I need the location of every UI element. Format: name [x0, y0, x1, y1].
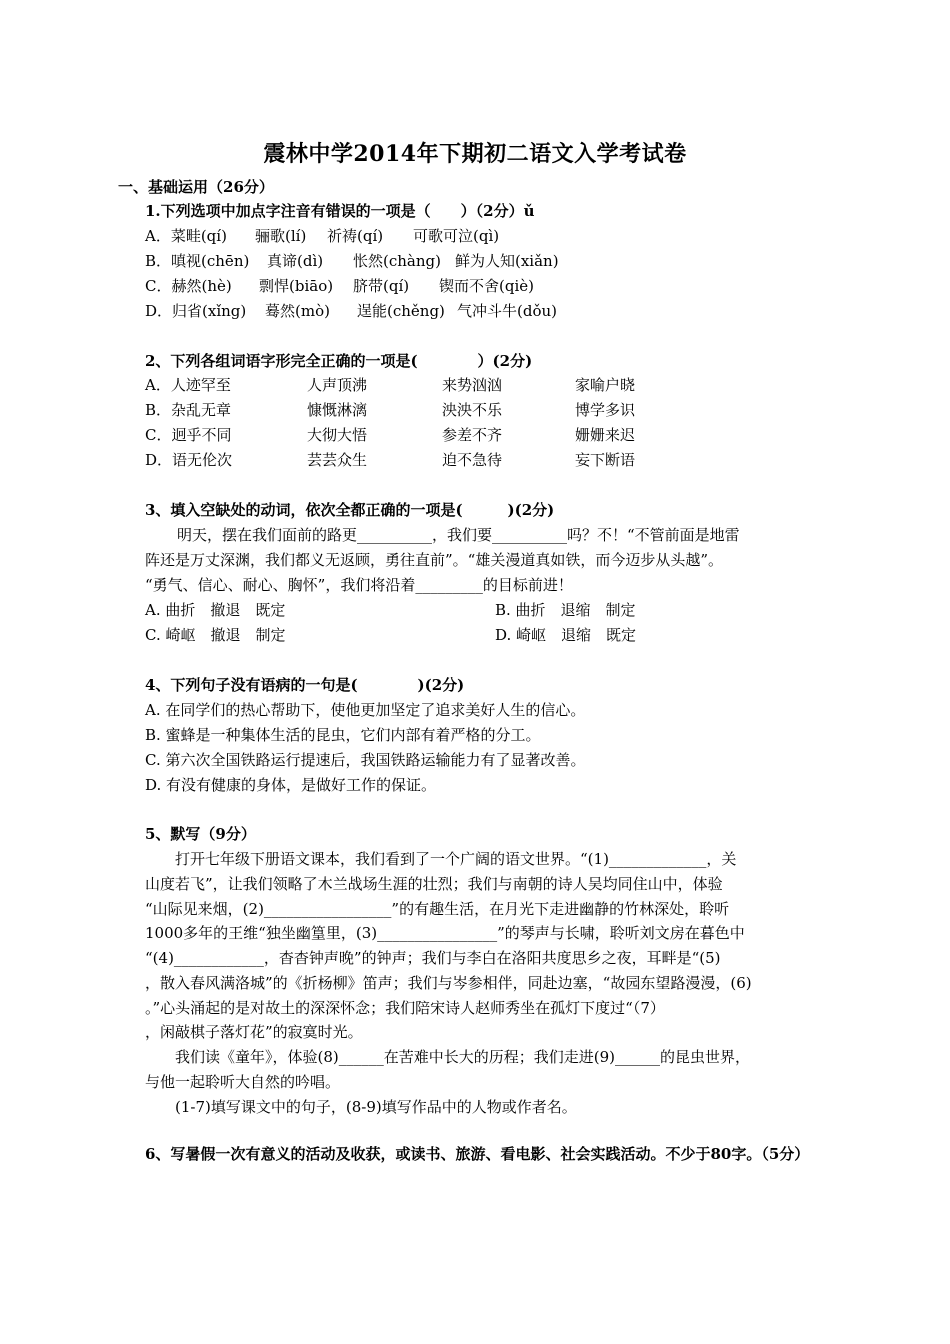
- q4-stem: 4、下列句子没有语病的一句是( )(2分): [145, 676, 465, 694]
- q4-option-c: C. 第六次全国铁路运行提速后，我国铁路运输能力有了显著改善。: [145, 751, 586, 769]
- section-heading: 一、基础运用（26分）: [118, 178, 274, 196]
- q3-passage-line: “勇气、信心、耐心、胸怀”，我们将沿着_________的目标前进！: [145, 576, 573, 594]
- q6-stem: 6、写暑假一次有意义的活动及收获，或读书、旅游、看电影、社会实践活动。不少于80字。（5分）: [145, 1145, 810, 1163]
- q4-option-d: D. 有没有健康的身体，是做好工作的保证。: [145, 776, 437, 794]
- q5-line: ，闲敲棋子落灯花”的寂寞时光。: [145, 1023, 363, 1041]
- exam-title: 震林中学2014年下期初二语文入学考试卷: [263, 141, 687, 167]
- q3-option-d: D. 崎岖 退缩 既定: [495, 626, 637, 644]
- q5-stem: 5、默写（9分）: [145, 825, 256, 843]
- q3-option-b: B. 曲折 退缩 制定: [495, 601, 636, 619]
- q3-passage-line: 阵还是万丈深渊，我们都义无返顾，勇往直前”。“雄关漫道真如铁，而今迈步从头越”。: [145, 551, 724, 569]
- q5-line: 山度若飞”，让我们领略了木兰战场生涯的壮烈；我们与南朝的诗人吴均同住山中，体验: [145, 875, 723, 893]
- q4-option-a: A. 在同学们的热心帮助下，使他更加坚定了追求美好人生的信心。: [145, 701, 586, 719]
- q5-line: “(4)____________，杳杳钟声晚”的钟声；我们与李白在洛阳共度思乡之夜，耳畔是“(5): [145, 949, 721, 967]
- q3-option-c: C. 崎岖 撤退 制定: [145, 626, 286, 644]
- q5-instruction: (1-7)填写课文中的句子，(8-9)填写作品中的人物或作者名。: [145, 1098, 577, 1116]
- q3-stem: 3、填入空缺处的动词，依次全都正确的一项是( )(2分): [145, 501, 555, 519]
- q3-option-a: A. 曲折 撤退 既定: [145, 601, 286, 619]
- q2-stem: 2、下列各组词语字形完全正确的一项是( ）(2分): [145, 352, 533, 370]
- exam-page: 震林中学2014年下期初二语文入学考试卷 一、基础运用（26分） 1.下列选项中加点字注音有错误的一项是（ ）（2分）ǔ A．菜畦(qí) 骊歌(lí) 祈祷(qí) 可歌可泣(qì) B．嗔视(chēn) 真谛(dì) 怅然(chàng) 鲜为人知(xiǎn) C．赫然(hè) 剽悍(biāo) 脐带(qí) 锲而不舍(qiè) D．归省(xǐng) 蓦然(mò) 逞能(chěng) 气冲斗牛(dǒu) 2、下列各组词语字形完全正确的一项是( ）(2分) A．人迹罕至 人声顶沸 来势汹汹 家喻户晓 B．杂乱无章 慷慨淋漓 泱泱不乐 博学多识 C．迥乎不同 大彻大悟 参差不齐 姗姗来迟 D．语无伦次 芸芸众生 迫不急待 妄下断语 3、填入空缺处的动词，依次全都正确的一项是( )(2分) 明天，摆在我们面前的路更__________，我们要__________吗？不！“不管前面是地雷 阵还是万丈深渊，我们都义无返顾，勇往直前”。“雄关漫道真如铁，而今迈步从头越”。 “勇气、信心、耐心、胸怀”，我们将沿着_________的目标前进！ A. 曲折 撤退 既定 B. 曲折 退缩 制定 C. 崎岖 撤退 制定 D. 崎岖 退缩 既定 4、下列句子没有语病的一句是( )(2分) A. 在同学们的热心帮助下，使他更加坚定了追求美好人生的信心。 B. 蜜蜂是一种集体生活的昆虫，它们内部有着严格的分工。 C. 第六次全国铁路运行提速后，我国铁路运输能力有了显著改善。 D. 有没有健康的身体，是做好工作的保证。 5、默写（9分） 打开七年级下册语文课本，我们看到了一个广阔的语文世界。“(1)_____________，关 山度若飞”，让我们领略了木兰战场生涯的壮烈；我们与南朝的诗人吴均同住山中，体验 “山际见来烟，(2)_________________”的有趣生活，在月光下走进幽静的竹林深处，聆听 1000多年的王维“独坐幽篁里，(3)________________”的琴声与长啸，聆听刘文房在暮色中 “(4)____________，杳杳钟声晚”的钟声；我们与李白在洛阳共度思乡之夜，耳畔是“(5) ，散入春风满洛城”的《折杨柳》笛声；我们与岑参相伴，同赴边塞，“故园东望路漫漫，(6) 。”心头涌起的是对故土的深深怀念；我们陪宋诗人赵师秀坐在孤灯下度过“（7） ，闲敲棋子落灯花”的寂寞时光。 我们读《童年》，体验(8)______在苦难中长大的历程；我们走进(9)______的昆虫世界， 与他一起聆听大自然的吟唱。 (1-7)填写课文中的句子，(8-9)填写作品中的人物或作者名。 6、写暑假一次有意义的活动及收获，或读书、旅游、看电影、社会实践活动。不少于80字。（5分）: [0, 0, 950, 1344]
- q1-stem: 1.下列选项中加点字注音有错误的一项是（ ）（2分）ǔ: [145, 202, 535, 220]
- q5-line: “山际见来烟，(2)_________________”的有趣生活，在月光下走进幽静的竹林深处，聆听: [145, 900, 730, 918]
- q5-line: 与他一起聆听大自然的吟唱。: [145, 1073, 341, 1091]
- q3-passage-line: 明天，摆在我们面前的路更__________，我们要__________吗？不！“不管前面是地雷: [177, 526, 740, 544]
- q5-line: ，散入春风满洛城”的《折杨柳》笛声；我们与岑参相伴，同赴边塞，“故园东望路漫漫，(6): [145, 974, 752, 992]
- q5-line: 我们读《童年》，体验(8)______在苦难中长大的历程；我们走进(9)______的昆虫世界，: [145, 1048, 750, 1066]
- q5-line: 1000多年的王维“独坐幽篁里，(3)________________”的琴声与长啸，聆听刘文房在暮色中: [145, 924, 745, 942]
- q5-line: 。”心头涌起的是对故土的深深怀念；我们陪宋诗人赵师秀坐在孤灯下度过“（7）: [145, 999, 665, 1017]
- q4-option-b: B. 蜜蜂是一种集体生活的昆虫，它们内部有着严格的分工。: [145, 726, 541, 744]
- q5-line: 打开七年级下册语文课本，我们看到了一个广阔的语文世界。“(1)_____________，关: [145, 850, 737, 868]
